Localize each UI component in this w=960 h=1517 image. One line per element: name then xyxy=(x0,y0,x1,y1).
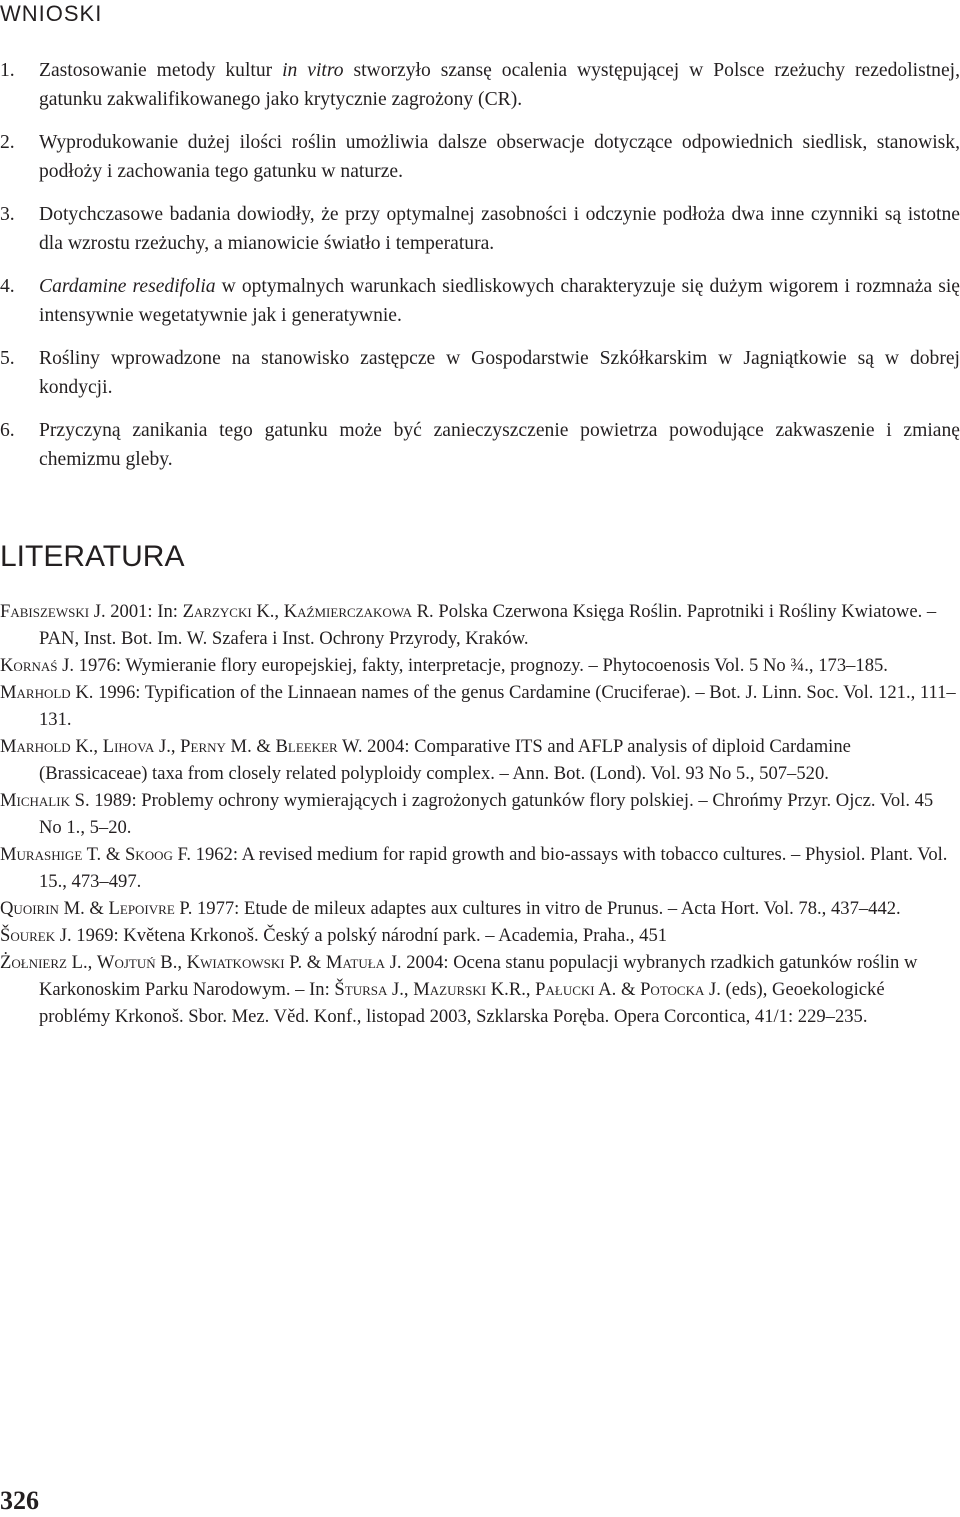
conclusion-text: w optymalnych warunkach siedliskowych charakteryzuje się dużym wigorem i rozmnaża się intensywnie wegetatywnie jak i generatywnie. xyxy=(39,276,960,326)
reference-text: W. 2004: Comparative ITS and AFLP analysis of diploid Cardamine (Brassicaceae) taxa from closely related polyploidy complex. – Ann. Bot. (Lond). Vol. 93 No 5., 507–520. xyxy=(39,736,851,784)
reference-text: J. 2004: Ocena stanu populacji wybranych rzadkich gatunków roślin w Karkonoskim Parku Narodowym. – In: xyxy=(39,952,918,1000)
reference-text: J. (eds), Geoekologické problémy Krkonoš. Sbor. Mez. Věd. Konf., listopad 2003, Szklarska Poręba. Opera Corcontica, 41/1: 229–235. xyxy=(39,979,885,1027)
reference-author: Michalik xyxy=(0,790,70,811)
reference-author: Perny xyxy=(180,736,226,757)
conclusion-number: 6. xyxy=(0,420,15,441)
reference-author: Mazurski xyxy=(413,979,487,1000)
conclusion-text: Rośliny wprowadzone na stanowisko zastępcze w Gospodarstwie Szkółkarskim w Jagniątkowie są w dobrej kondycji. xyxy=(39,348,960,398)
reference-entry xyxy=(0,598,960,652)
conclusion-number: 3. xyxy=(0,204,15,225)
reference-text: L., xyxy=(66,952,97,973)
reference-author: Marhold xyxy=(0,682,71,703)
reference-entry xyxy=(0,841,960,895)
conclusion-item xyxy=(0,272,960,330)
literature-heading: LITERATURA xyxy=(0,540,185,573)
conclusion-italic: Cardamine resedifolia xyxy=(39,276,216,297)
conclusion-number: 4. xyxy=(0,276,15,297)
conclusion-number: 1. xyxy=(0,60,15,81)
reference-text: K. 1996: Typification of the Linnaean names of the genus Cardamine (Cruciferae). – Bot. J. Linn. Soc. Vol. 121., 111–131. xyxy=(39,682,956,730)
conclusion-item xyxy=(0,200,960,258)
reference-text: A. & xyxy=(594,979,641,1000)
conclusion-item xyxy=(0,344,960,402)
reference-author: Quoirin xyxy=(0,898,59,919)
reference-text: R. Polska Czerwona Księga Roślin. Paprotniki i Rośliny Kwiatowe. – PAN, Inst. Bot. Im. W. Szafera i Inst. Ochrony Przyrody, Kraków. xyxy=(39,601,937,649)
reference-text: T. & xyxy=(82,844,125,865)
conclusion-text: Zastosowanie metody kultur xyxy=(39,60,283,81)
reference-text: K., xyxy=(251,601,284,622)
reference-author: Żołnierz xyxy=(0,952,67,973)
reference-author: Kaźmierczakowa xyxy=(283,601,412,622)
reference-text: J. 1976: Wymieranie flory europejskiej, fakty, interpretacje, prognozy. – Phytocoenosis Vol. 5 No ¾., 173–185. xyxy=(57,655,888,676)
reference-entry xyxy=(0,652,960,679)
conclusions-heading: WNIOSKI xyxy=(0,1,103,26)
reference-author: Potocka xyxy=(640,979,705,1000)
reference-author: Fabiszewski xyxy=(0,601,90,622)
reference-entry xyxy=(0,679,960,733)
conclusion-item xyxy=(0,416,960,474)
reference-text: F. 1962: A revised medium for rapid growth and bio-assays with tobacco cultures. – Physiol. Plant. Vol. 15., 473–497. xyxy=(39,844,948,892)
conclusion-item xyxy=(0,128,960,186)
reference-author: Skoog xyxy=(124,844,173,865)
reference-entry xyxy=(0,949,960,1030)
conclusion-text: stworzyło szansę ocalenia występującej w Polsce rzeżuchy rezedolistnej, gatunku zakwalifikowanego jako krytycznie zagrożony (CR). xyxy=(39,60,960,110)
reference-text: J., xyxy=(387,979,414,1000)
reference-author: Murashige xyxy=(0,844,83,865)
reference-author: Wojtuń xyxy=(96,952,156,973)
reference-text: J. 2001: In: xyxy=(89,601,183,622)
conclusion-text: Przyczyną zanikania tego gatunku może być zanieczyszczenie powietrza powodujące zakwaszenie i zmianę chemizmu gleby. xyxy=(39,420,960,470)
reference-text: B., xyxy=(155,952,187,973)
reference-author: Štursa xyxy=(334,979,388,1000)
reference-author: Lepoivre xyxy=(108,898,175,919)
conclusions-list xyxy=(0,56,960,488)
reference-author: Kornaś xyxy=(0,655,58,676)
reference-text: M. & xyxy=(58,898,109,919)
reference-text: P. 1977: Etude de mileux adaptes aux cultures in vitro de Prunus. – Acta Hort. Vol. 78., 437–442. xyxy=(174,898,901,919)
conclusion-text: Dotychczasowe badania dowiodły, że przy optymalnej zasobności i odczynie podłoża dwa inne czynniki są istotne dla wzrostu rzeżuchy, a mianowicie światło i temperatura. xyxy=(39,204,960,254)
reference-text: K., xyxy=(70,736,103,757)
reference-author: Zarzycki xyxy=(182,601,252,622)
reference-author: Marhold xyxy=(0,736,71,757)
reference-entry xyxy=(0,895,960,922)
reference-entry xyxy=(0,787,960,841)
conclusion-number: 5. xyxy=(0,348,15,369)
reference-text: J. 1969: Květena Krkonoš. Český a polský národní park. – Academia, Praha., 451 xyxy=(55,925,668,946)
reference-list xyxy=(0,598,960,1030)
reference-author: Kwiatkowski xyxy=(186,952,285,973)
reference-author: Pałucki xyxy=(535,979,595,1000)
reference-text: K.R., xyxy=(486,979,536,1000)
conclusion-item xyxy=(0,56,960,114)
reference-entry xyxy=(0,922,960,949)
conclusion-number: 2. xyxy=(0,132,15,153)
reference-text: P. & xyxy=(284,952,326,973)
reference-author: Lihova xyxy=(102,736,155,757)
reference-text: J., xyxy=(154,736,181,757)
reference-text: M. & xyxy=(225,736,276,757)
conclusion-text: Wyprodukowanie dużej ilości roślin umożliwia dalsze obserwacje dotyczące odpowiednich siedlisk, stanowisk, podłoży i zachowania tego gatunku w naturze. xyxy=(39,132,960,182)
conclusion-italic: in vitro xyxy=(282,60,344,81)
reference-text: S. 1989: Problemy ochrony wymierających i zagrożonych gatunków flory polskiej. – Chrońmy Przyr. Ojcz. Vol. 45 No 1., 5–20. xyxy=(39,790,934,838)
reference-author: Bleeker xyxy=(275,736,338,757)
reference-author: Šourek xyxy=(0,925,56,946)
reference-entry xyxy=(0,733,960,787)
page-number: 326 xyxy=(0,1486,39,1515)
reference-author: Matuła xyxy=(325,952,386,973)
